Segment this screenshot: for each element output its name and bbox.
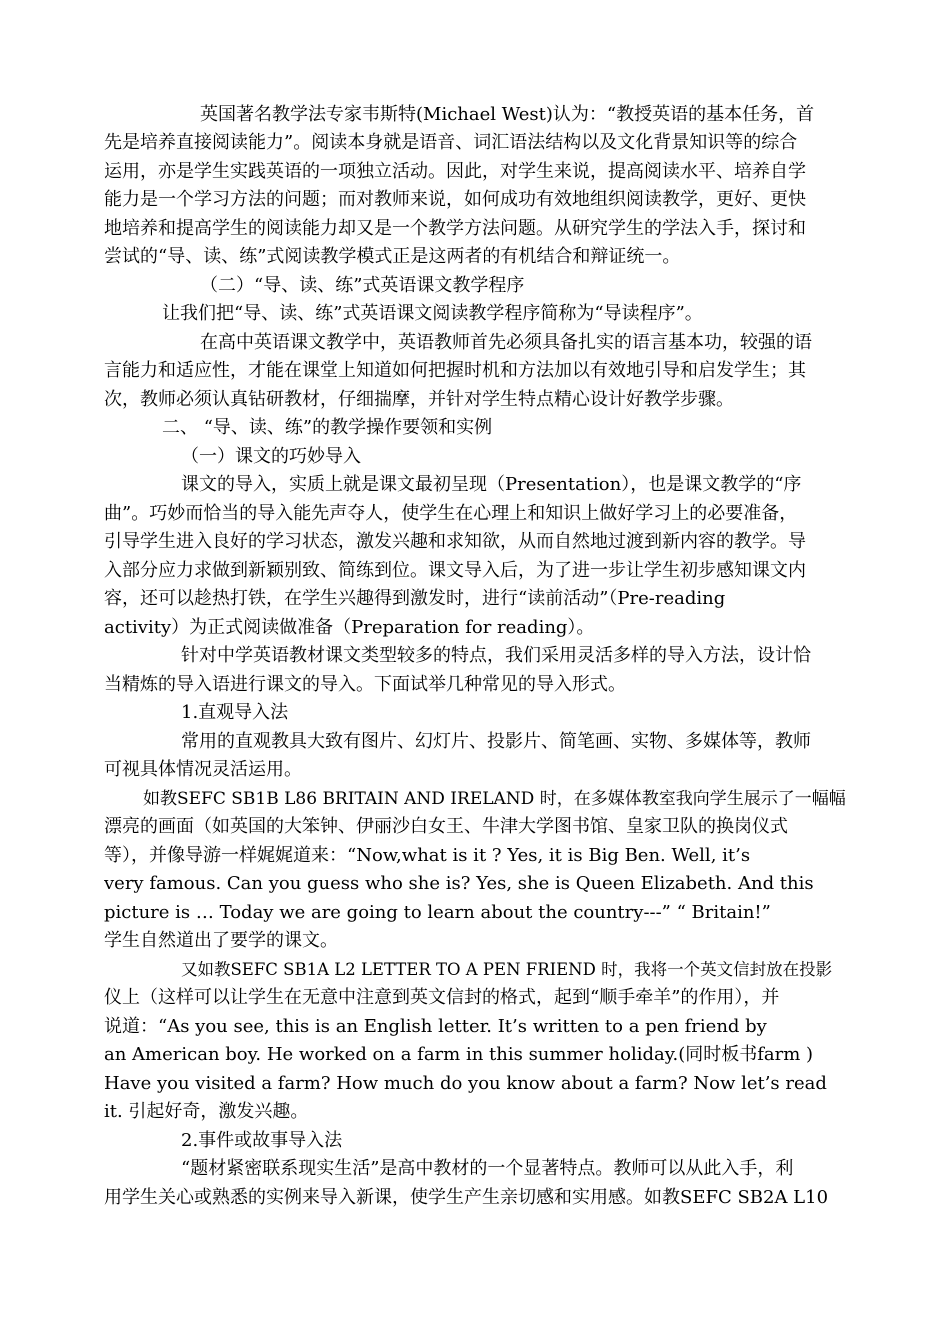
text-line: 仪上（这样可以让学生在无意中注意到英文信封的格式，起到“顺手牵羊”的作用），并 [104,987,780,1008]
text-line: 1.直观导入法 [181,702,289,723]
text-line: 入部分应力求做到新颖别致、简练到位。课文导入后，为了进一步让学生初步感知课文内 [104,560,806,581]
text-line: 尝试的“导、读、练”式阅读教学模式正是这两者的有机结合和辩证统一。 [104,246,681,267]
text-line: picture is … Today we are going to learn about the country---” “ Britain!” [104,902,771,923]
text-line: 在高中英语课文教学中，英语教师首先必须具备扎实的语言基本功，较强的语 [200,332,812,353]
text-line: an American boy. He worked on a farm in this summer holiday.(同时板书farm ) [104,1044,814,1065]
text-line: 可视具体情况灵活运用。 [104,759,302,780]
text-line: 2.事件或故事导入法 [181,1130,343,1151]
text-line: 当精炼的导入语进行课文的导入。下面试举几种常见的导入形式。 [104,674,626,695]
text-line: 用学生关心或熟悉的实例来导入新课，使学生产生亲切感和实用感。如教SEFC SB2A L10 [104,1187,829,1208]
text-line: 曲”。巧妙而恰当的导入能先声夺人，使学生在心理上和知识上做好学习上的必要准备， [104,503,798,524]
text-line: 学生自然道出了要学的课文。 [104,930,338,951]
text-line: 漂亮的画面（如英国的大笨钟、伊丽沙白女王、牛津大学图书馆、皇家卫队的换岗仪式 [104,816,788,837]
text-line: 先是培养直接阅读能力”。阅读本身就是语音、词汇语法结构以及文化背景知识等的综合 [104,132,798,153]
text-line: 能力是一个学习方法的问题；而对教师来说，如何成功有效地组织阅读教学，更好、更快 [104,189,806,210]
text-line: very famous. Can you guess who she is? Yes, she is Queen Elizabeth. And this [104,873,814,894]
text-line: Have you visited a farm? How much do you know about a farm? Now let’s read [104,1073,827,1094]
text-line: 如教SEFC SB1B L86 BRITAIN AND IRELAND 时，在多媒体教室我向学生展示了一幅幅 [143,789,846,809]
text-line: it. 引起好奇，激发兴趣。 [104,1101,309,1122]
text-line: 运用，亦是学生实践英语的一项独立活动。因此，对学生来说，提高阅读水平、培养自学 [104,161,806,182]
text-line: （二）“导、读、练”式英语课文教学程序 [200,275,525,296]
text-line: 课文的导入，实质上就是课文最初呈现（Presentation），也是课文教学的“序 [181,474,802,495]
text-line: “题材紧密联系现实生活”是高中教材的一个显著特点。教师可以从此入手，利 [181,1158,794,1179]
text-line: 言能力和适应性，才能在课堂上知道如何把握时机和方法加以有效地引导和启发学生；其 [104,360,806,381]
text-line: 引导学生进入良好的学习状态，激发兴趣和求知欲，从而自然地过渡到新内容的教学。导 [104,531,806,552]
text-line: 让我们把“导、读、练”式英语课文阅读教学程序简称为“导读程序”。 [162,303,703,324]
text-line: 次，教师必须认真钻研教材，仔细揣摩，并针对学生特点精心设计好教学步骤。 [104,389,734,410]
text-line: 容，还可以趁热打铁，在学生兴趣得到激发时，进行“读前活动”（Pre-reading [104,588,726,609]
text-line: 常用的直观教具大致有图片、幻灯片、投影片、简笔画、实物、多媒体等，教师 [181,731,811,752]
text-line: 针对中学英语教材课文类型较多的特点，我们采用灵活多样的导入方法，设计恰 [181,645,811,666]
text-line: 英国著名教学法专家韦斯特(Michael West)认为：“教授英语的基本任务，首 [200,104,815,125]
text-line: 地培养和提高学生的阅读能力却又是一个教学方法问题。从研究学生的学法入手，探讨和 [104,218,806,239]
text-line: 等），并像导游一样娓娓道来：“Now,what is it ? Yes, it is Big Ben. Well, it’s [104,845,751,866]
text-line: 二、 “导、读、练”的教学操作要领和实例 [162,417,493,438]
text-line: 又如教SEFC SB1A L2 LETTER TO A PEN FRIEND 时，我将一个英文信封放在投影 [181,960,833,979]
text-line: activity）为正式阅读做准备（Preparation for reading）。 [104,617,595,638]
text-line: 说道：“As you see, this is an English letter. It’s written to a pen friend by [104,1016,767,1037]
text-line: （一）课文的巧妙导入 [181,446,361,467]
